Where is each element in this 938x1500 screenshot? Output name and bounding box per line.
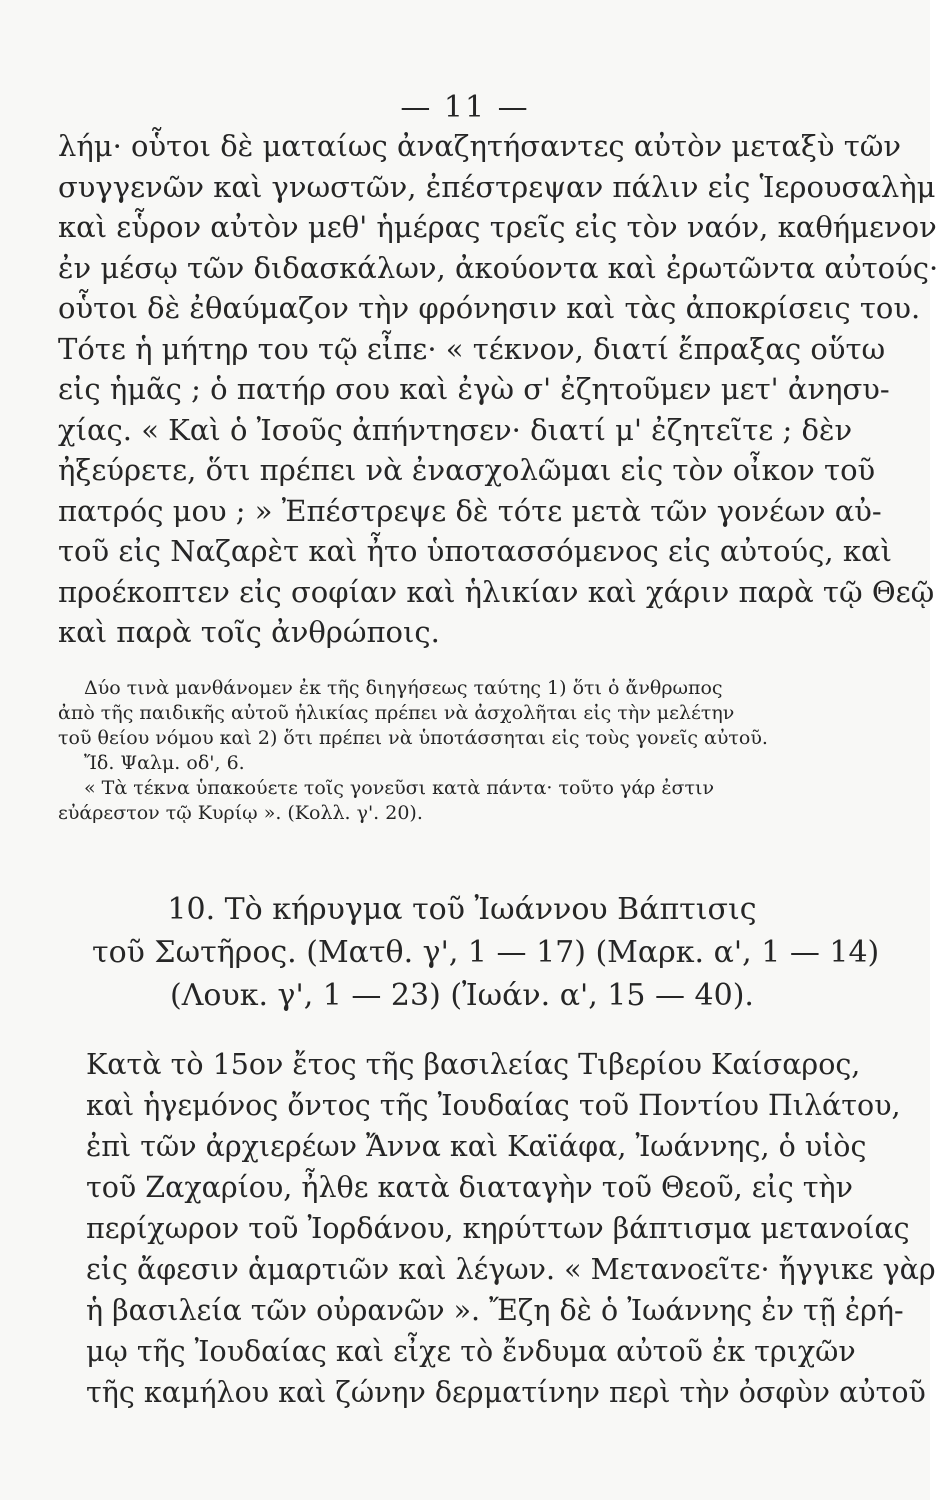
text-line: μῳ τῆς Ἰουδαίας καὶ εἶχε τὸ ἔνδυμα αὐτοῦ ἐκ τριχῶν bbox=[86, 1335, 856, 1368]
text-line: εἰς ἡμᾶς ; ὁ πατήρ σου καὶ ἐγὼ σ' ἐζητοῦμεν μετ' ἀνησυ- bbox=[58, 372, 890, 406]
text-line: συγγενῶν καὶ γνωστῶν, ἐπέστρεψαν πάλιν εἰς Ἱερουσαλὴμ bbox=[58, 169, 936, 204]
text-line: τοῦ εἰς Ναζαρὲτ καὶ ἦτο ὑποτασσόμενος εἰς αὐτούς, καὶ bbox=[58, 534, 892, 568]
title-line: τοῦ Σωτῆρος. (Ματθ. γ', 1 — 17) (Μαρκ. α', 1 — 14) bbox=[92, 935, 880, 970]
text-line: τοῦ Ζαχαρίου, ἦλθε κατὰ διαταγὴν τοῦ Θεοῦ, εἰς τὴν bbox=[86, 1171, 853, 1204]
text-line: οὗτοι δὲ ἐθαύμαζον τὴν φρόνησιν καὶ τὰς ἀποκρίσεις του. bbox=[58, 291, 921, 325]
text-line: ἐπὶ τῶν ἀρχιερέων Ἄννα καὶ Καϊάφα, Ἰωάννης, ὁ υἱὸς bbox=[86, 1130, 867, 1163]
text-line: πατρός μου ; » Ἐπέστρεψε δὲ τότε μετὰ τῶν γονέων αὐ- bbox=[58, 493, 882, 528]
text-line: λήμ· οὗτοι δὲ ματαίως ἀναζητήσαντες αὐτὸν μεταξὺ τῶν bbox=[58, 129, 902, 163]
section-title bbox=[92, 888, 880, 1017]
text-line: προέκοπτεν εἰς σοφίαν καὶ ἡλικίαν καὶ χάριν παρὰ τῷ Θεῷ bbox=[58, 574, 935, 609]
note-line: Ἴδ. Ψαλμ. οδ', 6. bbox=[84, 752, 245, 774]
paragraph-1 bbox=[58, 126, 938, 653]
note-paragraph bbox=[58, 676, 820, 826]
text-line: τῆς καμήλου καὶ ζώνην δερματίνην περὶ τὴν ὀσφὺν αὐτοῦ bbox=[86, 1376, 926, 1409]
text-line: ἐν μέσῳ τῶν διδασκάλων, ἀκούοντα καὶ ἐρωτῶντα αὐτούς· bbox=[58, 250, 938, 285]
text-line: χίας. « Καὶ ὁ Ἰσοῦς ἀπήντησεν· διατί μ' ἐζητεῖτε ; δὲν bbox=[58, 412, 853, 447]
text-line: καὶ ἡγεμόνος ὄντος τῆς Ἰουδαίας τοῦ Ποντίου Πιλάτου, bbox=[86, 1089, 901, 1122]
note-line: εὐάρεστον τῷ Κυρίῳ ». (Κολλ. γ'. 20). bbox=[58, 802, 423, 824]
text-line: καὶ εὗρον αὐτὸν μεθ' ἡμέρας τρεῖς εἰς τὸν ναόν, καθήμενον bbox=[58, 210, 937, 244]
text-line: καὶ παρὰ τοῖς ἀνθρώποις. bbox=[58, 615, 440, 649]
text-line: περίχωρον τοῦ Ἰορδάνου, κηρύττων βάπτισμα μετανοίας bbox=[86, 1212, 910, 1245]
note-line: Δύο τινὰ μανθάνομεν ἐκ τῆς διηγήσεως ταύτης 1) ὅτι ὁ ἄνθρωπος bbox=[84, 677, 723, 699]
note-line: « Τὰ τέκνα ὑπακούετε τοῖς γονεῦσι κατὰ πάντα· τοῦτο γάρ ἐστιν bbox=[84, 777, 715, 799]
text-line: Κατὰ τὸ 15ον ἔτος τῆς βασιλείας Τιβερίου Καίσαρος, bbox=[86, 1048, 861, 1081]
text-line: Τότε ἡ μήτηρ του τῷ εἶπε· « τέκνον, διατί ἔπραξας οὕτω bbox=[58, 331, 886, 366]
title-line: 10. Τὸ κήρυγμα τοῦ Ἰωάννου Βάπτισις bbox=[167, 892, 757, 927]
page-number: — 11 — bbox=[400, 90, 530, 125]
text-line: ἡ βασιλεία τῶν οὐρανῶν ». Ἔζη δὲ ὁ Ἰωάννης ἐν τῇ ἐρή- bbox=[86, 1294, 904, 1327]
note-line: ἀπὸ τῆς παιδικῆς αὐτοῦ ἡλικίας πρέπει νὰ ἀσχολῆται εἰς τὴν μελέτην bbox=[58, 702, 735, 724]
text-line: εἰς ἄφεσιν ἁμαρτιῶν καὶ λέγων. « Μετανοεῖτε· ἤγγικε γὰρ bbox=[86, 1253, 936, 1286]
text-line: ἠξεύρετε, ὅτι πρέπει νὰ ἐνασχολῶμαι εἰς τὸν οἶκον τοῦ bbox=[58, 453, 876, 487]
title-line: (Λουκ. γ', 1 — 23) (Ἰωάν. α', 15 — 40). bbox=[170, 978, 754, 1013]
paragraph-2 bbox=[86, 1044, 936, 1413]
note-line: τοῦ θείου νόμου καὶ 2) ὅτι πρέπει νὰ ὑποτάσσηται εἰς τοὺς γονεῖς αὐτοῦ. bbox=[58, 727, 768, 749]
